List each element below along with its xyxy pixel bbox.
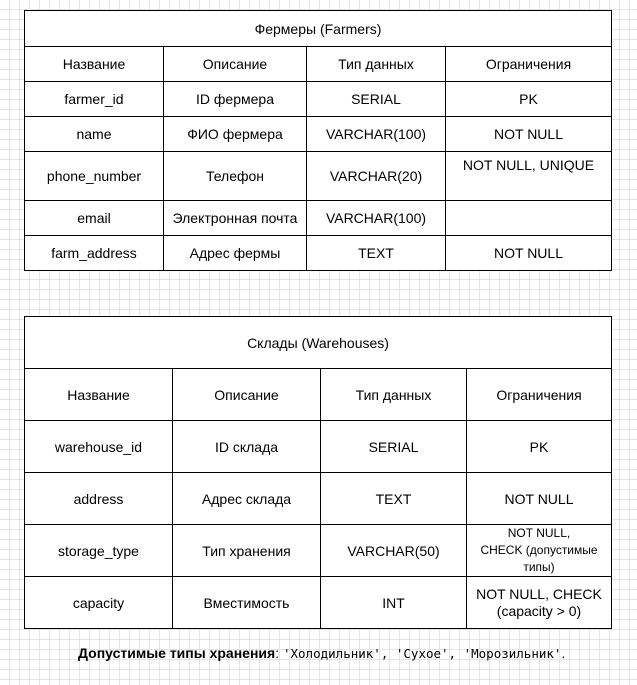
field-description: ID фермера (164, 82, 307, 117)
field-type: VARCHAR(100) (307, 117, 446, 152)
warehouses-table-title: Склады (Warehouses) (25, 317, 612, 369)
table-row (25, 201, 612, 236)
table-row (25, 421, 612, 473)
column-header: Ограничения (467, 369, 612, 421)
note-label: Допустимые типы хранения (78, 645, 276, 661)
field-constraints: NOT NULL, CHECK (допустимые типы) (467, 525, 612, 577)
field-constraints: NOT NULL, CHECK (capacity > 0) (467, 577, 612, 629)
table-row (25, 152, 612, 201)
field-description: Электронная почта (164, 201, 307, 236)
table-row (25, 525, 612, 577)
column-header: Ограничения (446, 47, 612, 82)
table-row (25, 577, 612, 629)
field-name: warehouse_id (25, 421, 173, 473)
field-name: farmer_id (25, 82, 164, 117)
field-type: VARCHAR(50) (321, 525, 467, 577)
field-type: TEXT (307, 236, 446, 271)
field-constraints: NOT NULL (446, 117, 612, 152)
field-type: VARCHAR(20) (307, 152, 446, 201)
field-description: ID склада (173, 421, 321, 473)
table-row (25, 473, 612, 525)
field-description: Телефон (164, 152, 307, 201)
table-row (25, 236, 612, 271)
field-constraints: NOT NULL (446, 236, 612, 271)
field-name: storage_type (25, 525, 173, 577)
field-type: TEXT (321, 473, 467, 525)
field-name: phone_number (25, 152, 164, 201)
field-description: Адрес склада (173, 473, 321, 525)
warehouses-table (24, 316, 612, 629)
column-header: Описание (164, 47, 307, 82)
field-constraints: NOT NULL, UNIQUE (446, 152, 612, 201)
field-type: SERIAL (307, 82, 446, 117)
note-values: 'Холодильник', 'Сухое', 'Морозильник' (282, 646, 562, 661)
column-header: Тип данных (307, 47, 446, 82)
field-description: Адрес фермы (164, 236, 307, 271)
field-constraints (446, 201, 612, 236)
field-type: VARCHAR(100) (307, 201, 446, 236)
column-header: Описание (173, 369, 321, 421)
column-header: Название (25, 369, 173, 421)
field-name: name (25, 117, 164, 152)
field-description: Тип хранения (173, 525, 321, 577)
farmers-header-row (25, 47, 612, 82)
field-name: email (25, 201, 164, 236)
field-type: INT (321, 577, 467, 629)
table-row (25, 82, 612, 117)
farmers-table (24, 10, 612, 271)
field-name: farm_address (25, 236, 164, 271)
field-description: Вместимость (173, 577, 321, 629)
field-name: capacity (25, 577, 173, 629)
note-separator: : (275, 645, 283, 661)
column-header: Тип данных (321, 369, 467, 421)
warehouses-header-row (25, 369, 612, 421)
field-name: address (25, 473, 173, 525)
column-header: Название (25, 47, 164, 82)
field-type: SERIAL (321, 421, 467, 473)
field-constraints: PK (446, 82, 612, 117)
field-constraints: NOT NULL (467, 473, 612, 525)
table-row (25, 117, 612, 152)
field-description: ФИО фермера (164, 117, 307, 152)
storage-types-note (78, 645, 565, 661)
note-end: . (561, 645, 566, 661)
farmers-table-title: Фермеры (Farmers) (25, 11, 612, 47)
field-constraints: PK (467, 421, 612, 473)
